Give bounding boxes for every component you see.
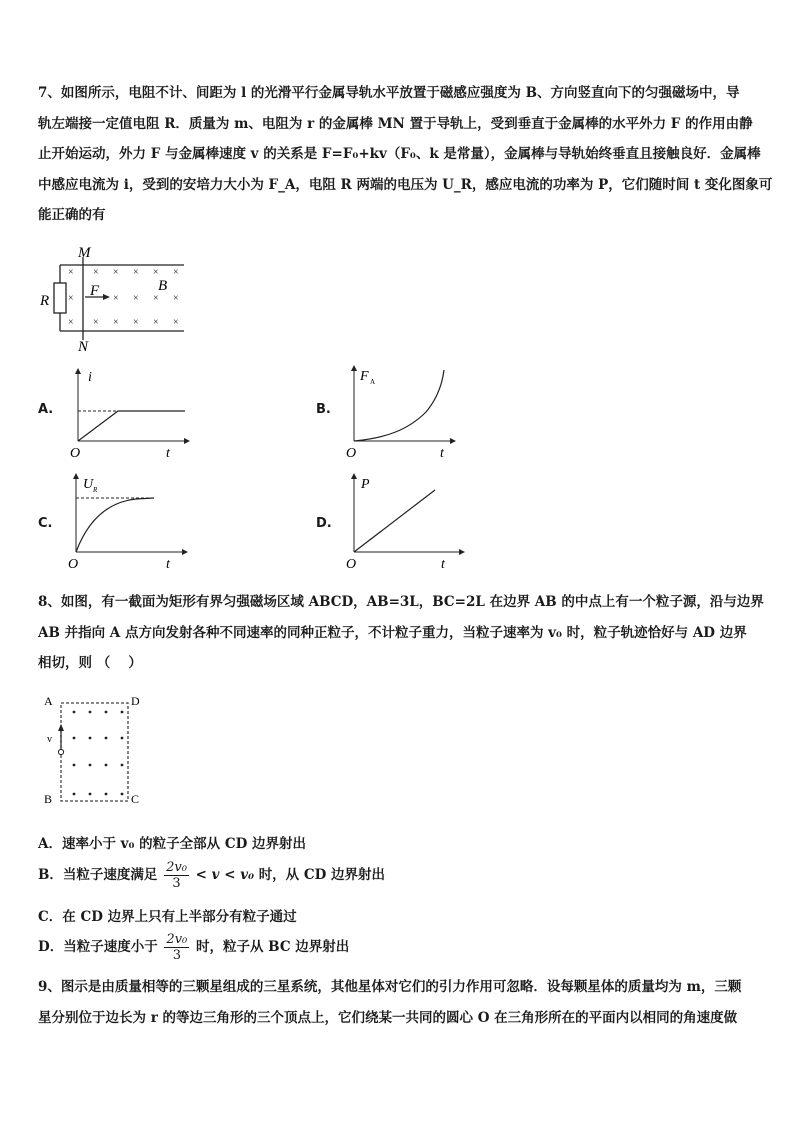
svg-text:×: × xyxy=(93,317,99,328)
axis-label-i: i xyxy=(88,370,92,385)
option-a-label: A. xyxy=(38,402,54,417)
axis-label-P: P xyxy=(361,477,370,492)
text-line: 中感应电流为 i，受到的安培力大小为 F_A，电阻 R 两端的电压为 U_R，感应电流的功率为 P，它们随时间 t 变化图象可 xyxy=(38,176,773,193)
text-line: 7、如图所示，电阻不计、间距为 l 的光滑平行金属导轨水平放置于磁感应强度为 B、方向竖直向下的匀强磁场中，导 xyxy=(38,85,740,101)
text-line: 轨左端接一定值电阻 R．质量为 m、电阻为 r 的金属棒 MN 置于导轨上，受到垂直于金属棒的水平外力 F 的作用由静 xyxy=(38,115,753,132)
q8-option-a: A．速率小于 v₀ 的粒子全部从 CD 边界射出 xyxy=(38,836,306,852)
origin-label: O xyxy=(68,557,79,570)
fraction: $\frac{\text{2v₀}}{3}$ xyxy=(166,860,187,891)
svg-text:×: × xyxy=(173,293,179,304)
particle-source xyxy=(58,749,63,754)
label-C: C xyxy=(131,792,140,806)
axis-label-t: t xyxy=(166,446,170,460)
svg-text:×: × xyxy=(173,317,179,328)
fraction: $\frac{\text{2v₀}}{3}$ xyxy=(166,932,188,963)
svg-text:×: × xyxy=(133,267,139,278)
graph-c xyxy=(66,472,191,570)
axis-sub-A: A xyxy=(370,378,376,386)
magnetic-field-crosses xyxy=(68,267,179,328)
label-v: v xyxy=(47,734,52,745)
option-d-label: D. xyxy=(316,516,332,531)
svg-text:×: × xyxy=(93,267,99,278)
graph-a xyxy=(68,365,193,460)
label-D: D xyxy=(131,694,140,708)
q8-option-d-prefix: D．当粒子速度小于 xyxy=(38,939,158,955)
axis-label-t: t xyxy=(440,446,444,460)
q8-option-d xyxy=(38,932,349,963)
svg-text:×: × xyxy=(113,317,119,328)
axis-label-t: t xyxy=(166,557,170,570)
label-B: B xyxy=(158,278,168,294)
text-line: 8、如图，有一截面为矩形有界匀强磁场区域 ABCD，AB=3L，BC=2L 在边界 AB 的中点上有一个粒子源，沿与边界 xyxy=(38,594,764,610)
svg-text:×: × xyxy=(68,293,74,304)
axis-label-t: t xyxy=(441,557,445,570)
q7-circuit-figure xyxy=(38,245,188,355)
text-line: AB 并指向 A 点方向发射各种不同速率的同种正粒子，不计粒子重力，当粒子速率为 v₀ 时，粒子轨迹恰好与 AD 边界 xyxy=(38,624,747,641)
q8-option-d-suffix: 时，粒子从 BC 边界射出 xyxy=(195,939,350,955)
question-7-text xyxy=(38,78,773,231)
option-c-label: C. xyxy=(38,516,53,531)
magnetic-field-dots xyxy=(73,711,124,796)
origin-label: O xyxy=(346,557,357,570)
svg-text:×: × xyxy=(153,293,159,304)
text-line: 能正确的有 xyxy=(38,207,106,223)
svg-text:F xyxy=(359,369,369,384)
label-M: M xyxy=(78,245,91,261)
question-8-text xyxy=(38,587,764,679)
axis-sub-R: R xyxy=(93,486,98,494)
graph-d xyxy=(345,472,470,570)
text-line: 相切，则 （ ） xyxy=(38,655,142,671)
text-line: 止开始运动，外力 F 与金属棒速度 v 的关系是 F=F₀+kv（F₀、k 是常量），金属棒与导轨始终垂直且接触良好．金属棒 xyxy=(38,146,761,162)
svg-text:×: × xyxy=(133,317,139,328)
label-A: A xyxy=(44,694,53,708)
axis-label-U: U xyxy=(83,477,94,492)
origin-label: O xyxy=(70,446,81,460)
axis-label-F: F xyxy=(360,369,369,384)
q8-option-b-inequality: < v < v₀ xyxy=(195,867,254,883)
graph-b xyxy=(346,362,471,460)
q8-field-figure xyxy=(44,690,154,810)
q8-option-b-prefix: B．当粒子速度满足 xyxy=(38,867,158,883)
svg-text:×: × xyxy=(153,267,159,278)
q8-option-c: C．在 CD 边界上只有上半部分有粒子通过 xyxy=(38,909,297,925)
svg-text:×: × xyxy=(133,293,139,304)
origin-label: O xyxy=(346,446,357,460)
q8-option-b-suffix: 时，从 CD 边界射出 xyxy=(258,867,386,883)
label-R: R xyxy=(40,293,50,309)
option-b-label: B. xyxy=(316,402,331,417)
svg-text:×: × xyxy=(173,267,179,278)
label-N: N xyxy=(78,339,89,355)
svg-text:×: × xyxy=(113,267,119,278)
svg-text:×: × xyxy=(68,317,74,328)
q8-option-b xyxy=(38,860,385,891)
text-line: 星分别位于边长为 r 的等边三角形的三个顶点上，它们绕某一共同的圆心 O 在三角形所在的平面内以相同的角速度做 xyxy=(38,1009,738,1026)
label-B: B xyxy=(44,792,53,806)
svg-text:×: × xyxy=(113,293,119,304)
label-F: F xyxy=(90,283,100,299)
svg-text:×: × xyxy=(68,267,74,278)
text-line: 9、图示是由质量相等的三颗星组成的三星系统，其他星体对它们的引力作用可忽略．设每颗星体的质量均为 m，三颗 xyxy=(38,979,742,995)
svg-text:×: × xyxy=(153,317,159,328)
question-9-text xyxy=(38,972,760,1033)
